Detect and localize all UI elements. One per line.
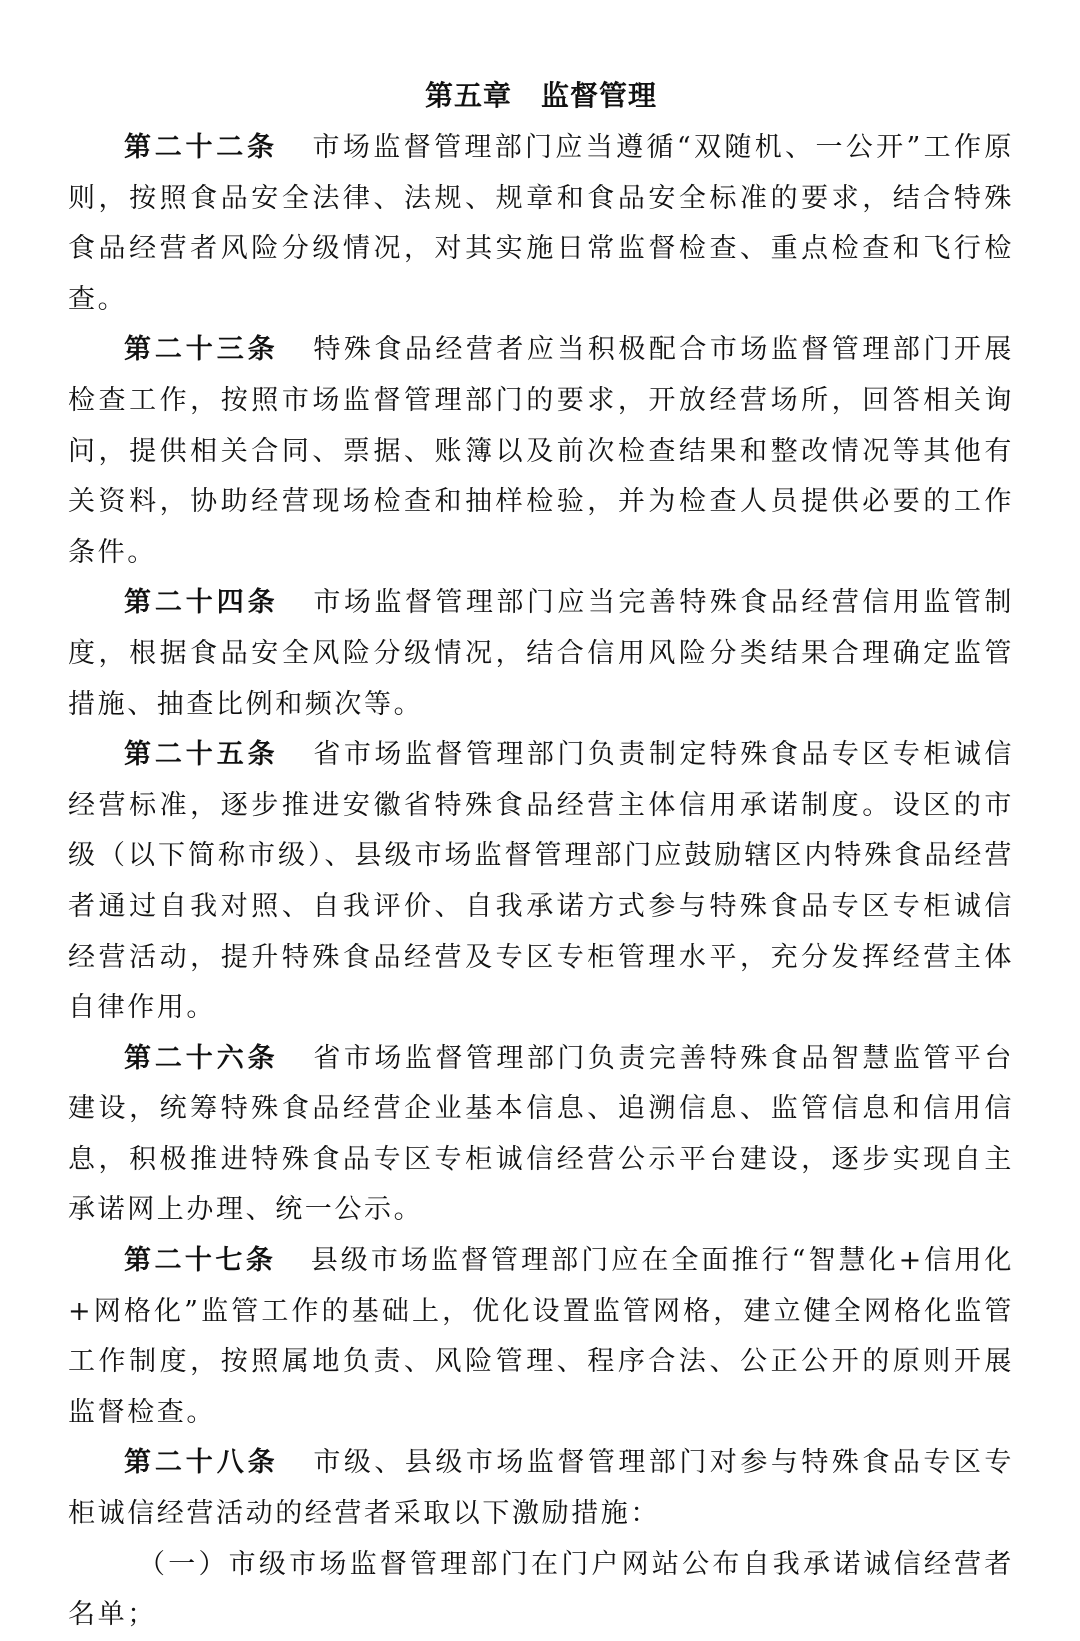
article-label: 第二十四条	[124, 587, 279, 619]
chapter-title: 第五章 监督管理	[424, 79, 657, 112]
article-text: 市场监督管理部门应当完善特殊食品经营信用监管制度，根据食品安全风险分级情况，结合信用风险分类结果合理确定监管措施、抽查比例和频次等。	[68, 587, 1014, 720]
list-item: （一）市级市场监督管理部门在门户网站公布自我承诺诚信经营者名单；	[68, 1548, 1014, 1631]
article-label: 第二十五条	[124, 739, 279, 771]
article-27	[68, 1236, 1014, 1438]
article-text: 市级、县级市场监督管理部门对参与特殊食品专区专柜诚信经营活动的经营者采取以下激励措施：	[68, 1447, 1014, 1530]
article-24	[68, 578, 1014, 730]
article-23	[68, 325, 1014, 578]
article-25	[68, 730, 1014, 1034]
article-label: 第二十二条	[124, 132, 278, 163]
article-label: 第二十八条	[124, 1447, 279, 1479]
article-22	[68, 123, 1014, 325]
article-text: 县级市场监督管理部门应在全面推行“智慧化+信用化+网格化”监管工作的基础上，优化设置监管网格，建立健全网格化监管工作制度，按照属地负责、风险管理、程序合法、公正公开的原则开展监督检查。	[68, 1245, 1015, 1428]
article-text: 省市场监督管理部门负责完善特殊食品智慧监管平台建设，统筹特殊食品经营企业基本信息、追溯信息、监管信息和信用信息，积极推进特殊食品专区专柜诚信经营公示平台建设，逐步实现自主承诺网上办理、统一公示。	[68, 1042, 1014, 1226]
article-26	[68, 1034, 1014, 1236]
article-28	[68, 1438, 1014, 1539]
article-label: 第二十三条	[124, 334, 279, 366]
article-text: 特殊食品经营者应当积极配合市场监督管理部门开展检查工作，按照市场监督管理部门的要求，开放经营场所，回答相关询问，提供相关合同、票据、账簿以及前次检查结果和整改情况等其他有关资料，协助经营现场检查和抽样检验，并为检查人员提供必要的工作条件。	[68, 334, 1014, 568]
article-label: 第二十七条	[124, 1245, 277, 1277]
article-text: 省市场监督管理部门负责制定特殊食品专区专柜诚信经营标准，逐步推进安徽省特殊食品经营主体信用承诺制度。设区的市级（以下简称市级）、县级市场监督管理部门应鼓励辖区内特殊食品经营者通过自我对照、自我评价、自我承诺方式参与特殊食品专区专柜诚信经营活动，提升特殊食品经营及专区专柜管理水平，充分发挥经营主体自律作用。	[68, 739, 1014, 1024]
article-text: 市场监督管理部门应当遵循“双随机、一公开”工作原则，按照食品安全法律、法规、规章和食品安全标准的要求，结合特殊食品经营者风险分级情况，对其实施日常监督检查、重点检查和飞行检查。	[68, 132, 1014, 315]
article-label: 第二十六条	[124, 1042, 279, 1074]
